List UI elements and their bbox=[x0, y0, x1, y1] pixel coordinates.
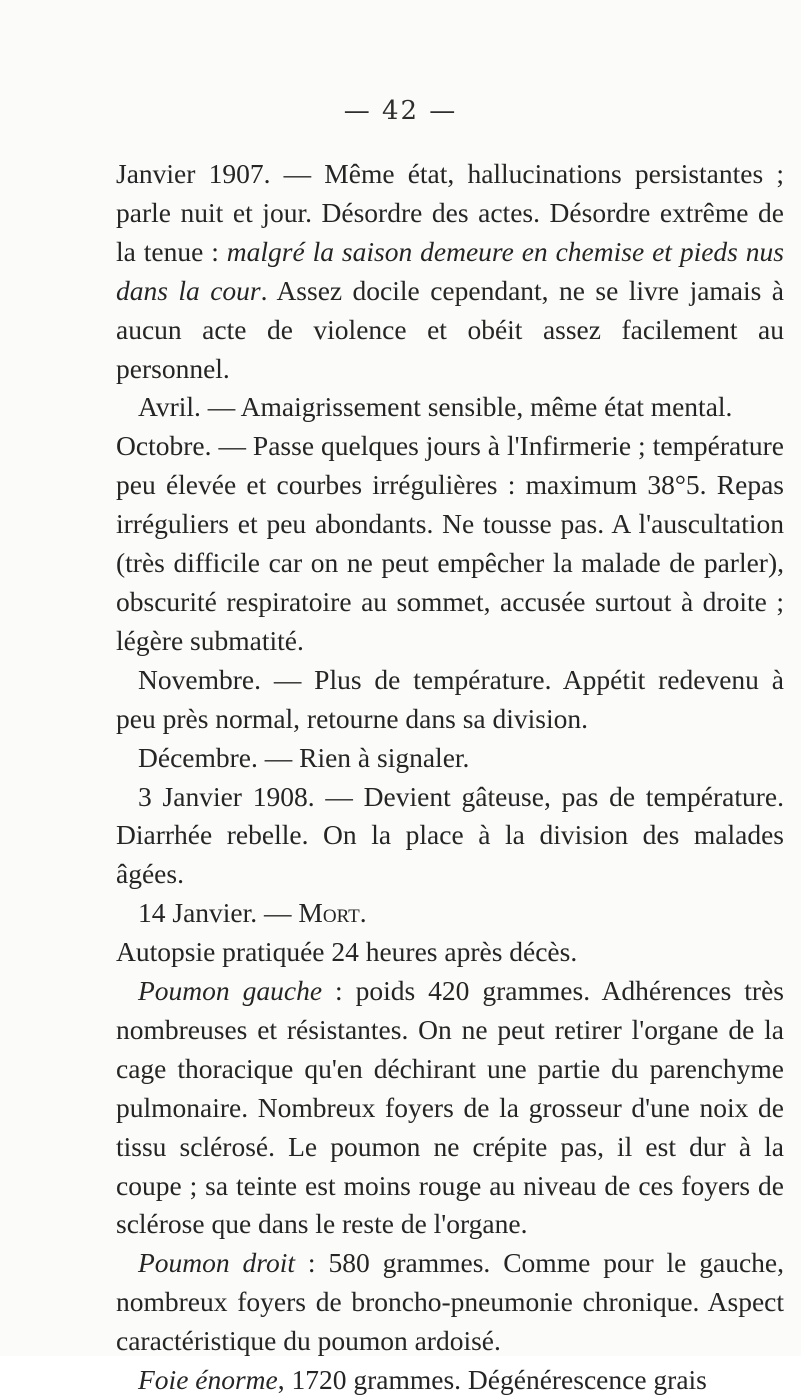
paragraph-avril: Avril. — Amaigrissement sensible, même état mental. bbox=[138, 391, 733, 423]
paragraph-foie: Foie énorme, 1720 grammes. Dégénérescence grais bbox=[138, 1364, 707, 1396]
paragraph-poumon-gauche: Poumon gauche : poids 420 grammes. Adhérences très nombreuses et résistantes. On ne peut retirer l'organe de la cage thoracique qu'en déchirant une partie du parenchyme pulmonaire. Nombreux foyers de la grosseur d'une noix de tissu sclérosé. Le poumon ne crépite pas, il est dur à la coupe ; sa teinte est moins rouge au niveau de ces foyers de sclérose que dans le reste de l'organe. bbox=[116, 975, 784, 1240]
organ-heading: Foie énorme bbox=[138, 1364, 278, 1396]
paragraph-decembre: Décembre. — Rien à signaler. bbox=[138, 741, 470, 773]
death-label: Mort. bbox=[298, 897, 367, 929]
italic-phrase: malgré la saison demeure en chemise et pieds nus dans la cour bbox=[116, 235, 784, 306]
paragraph-3-janvier-1908: 3 Janvier 1908. — Devient gâteuse, pas de température. Diarrhée rebelle. On la place à la division des malades âgées. bbox=[116, 780, 784, 890]
paragraph-octobre: Octobre. — Passe quelques jours à l'Infirmerie ; température peu élevée et courbes irrégulières : maximum 38°5. Repas irréguliers et peu abondants. Ne tousse pas. A l'auscultation (très difficile car on ne peut empêcher la malade de parler), obscurité respiratoire au sommet, accusée surtout à droite ; légère submatité. bbox=[116, 430, 784, 656]
paragraph-14-janvier: 14 Janvier. — Mort. bbox=[138, 897, 367, 929]
paragraph-poumon-droit: Poumon droit : 580 grammes. Comme pour le gauche, nombreux foyers de broncho-pneumonie chronique. Aspect caractéristique du poumon ardoisé. bbox=[116, 1247, 784, 1357]
paragraph-novembre: Novembre. — Plus de température. Appétit redevenu à peu près normal, retourne dans sa division. bbox=[116, 663, 784, 734]
organ-heading: Poumon droit bbox=[138, 1247, 296, 1279]
paragraph-janvier-1907: Janvier 1907. — Même état, hallucinations persistantes ; parle nuit et jour. Désordre des actes. Désordre extrême de la tenue : malgré la saison demeure en chemise et pieds nus dans la cour. Assez docile cependant, ne se livre jamais à aucun acte de violence et obéit assez facilement au personnel. bbox=[116, 158, 785, 384]
organ-heading: Poumon gauche bbox=[138, 975, 323, 1007]
page-number: — 42 — bbox=[343, 96, 458, 126]
paragraph-autopsie: Autopsie pratiquée 24 heures après décès. bbox=[116, 936, 578, 968]
body-text bbox=[116, 155, 784, 1400]
